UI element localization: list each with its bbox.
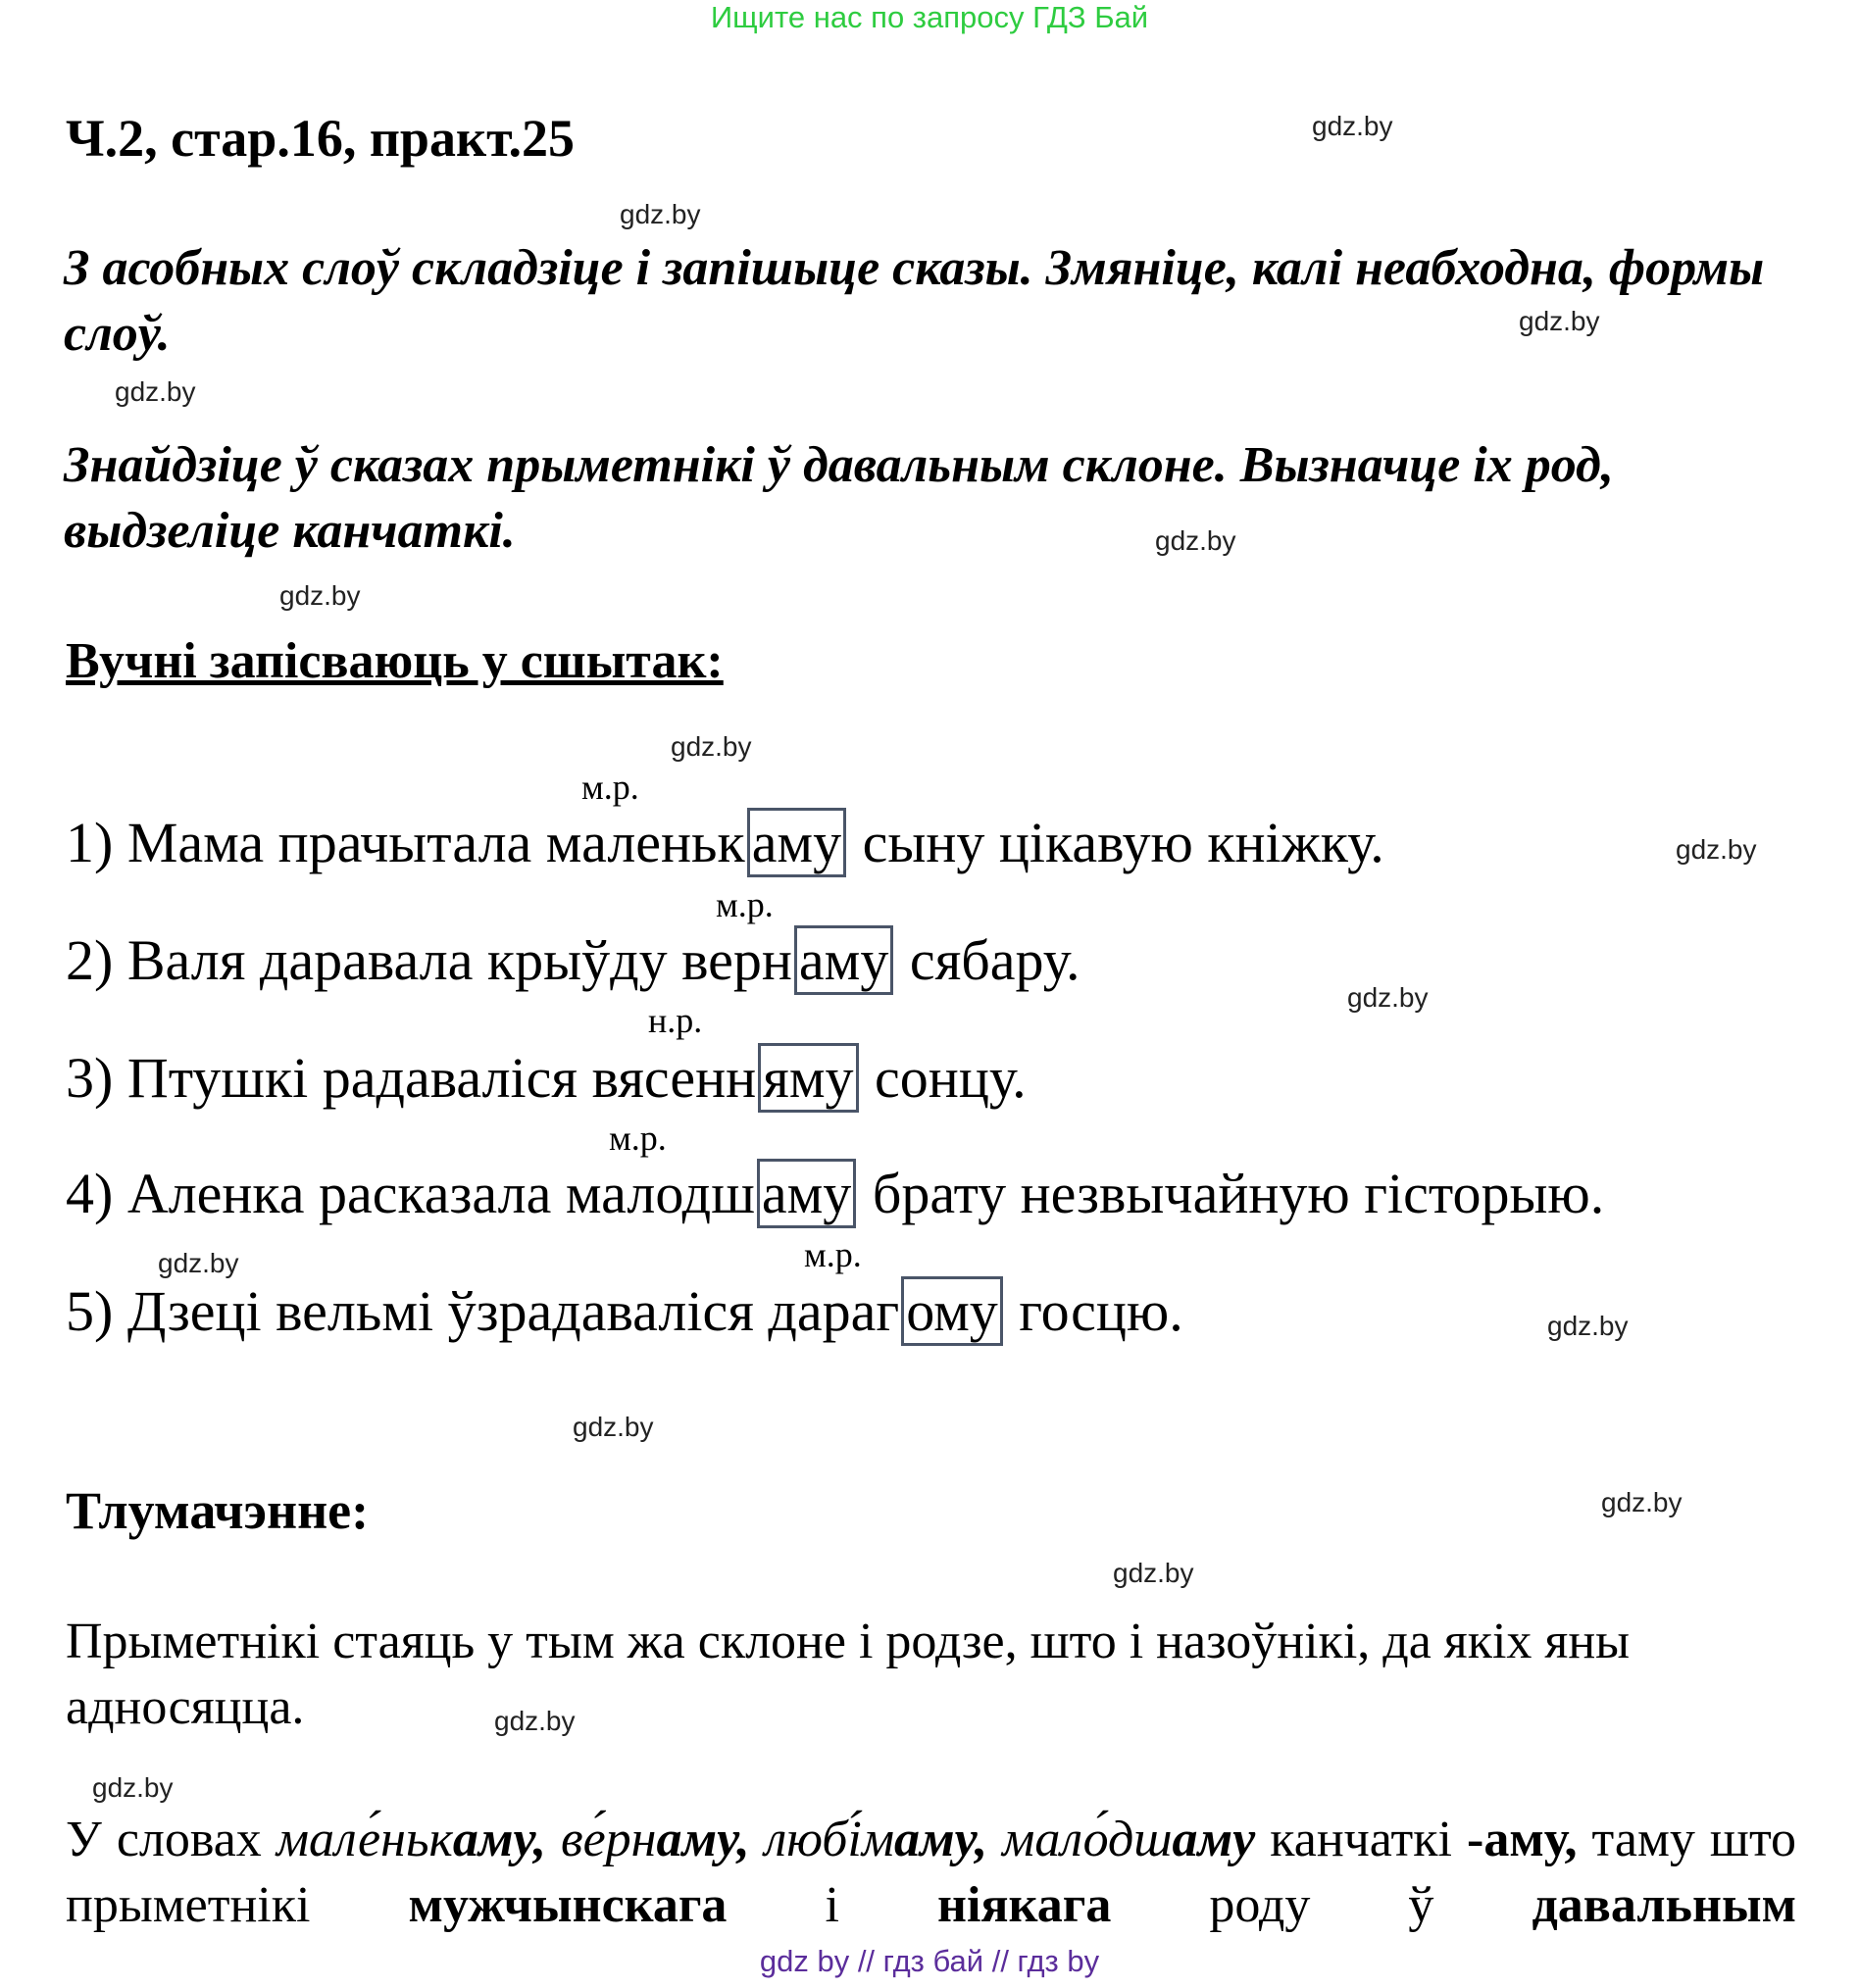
ending-box: аму	[794, 925, 893, 995]
sentence	[66, 810, 1384, 875]
text	[987, 1812, 1002, 1867]
gender-label: н.р.	[648, 1001, 703, 1040]
sentence-text: 1) Мама прачытала маленьк	[66, 811, 745, 874]
sentence-text: госцю.	[1004, 1279, 1183, 1343]
page-title: Ч.2, стар.16, практ.25	[66, 109, 576, 168]
watermark: gdz.by	[1519, 306, 1600, 336]
bold-text: ніякага	[937, 1877, 1112, 1933]
section-heading: Вучні запісваюць у сшытак:	[66, 633, 724, 689]
word-stem: мало́дш	[1002, 1812, 1173, 1867]
word-ending: аму,	[894, 1812, 988, 1867]
sentence-text: 2) Валя даравала крыўду верн	[66, 928, 792, 992]
text: У словах	[66, 1812, 276, 1867]
watermark: gdz.by	[1547, 1311, 1629, 1341]
task-instruction-1: З асобных слоў складзіце і запішыце сказы. Змяніце, калі неабходна, формы слоў.	[64, 240, 1765, 362]
sentence-text: 3) Птушкі радаваліся вясенн	[66, 1046, 757, 1110]
text	[546, 1812, 561, 1867]
sentence	[66, 1045, 1027, 1111]
bold-text: мужчынскага	[408, 1877, 728, 1933]
watermark: gdz.by	[494, 1706, 576, 1736]
endings-paragraph	[66, 1807, 1796, 1938]
sentence-text: сыну цікавую кніжку.	[848, 811, 1384, 874]
sentence-text: сябару.	[895, 928, 1080, 992]
text: роду ў	[1111, 1877, 1532, 1933]
gender-label: м.р.	[804, 1235, 862, 1274]
gender-label: м.р.	[581, 768, 639, 807]
sentence	[66, 1161, 1604, 1226]
watermark: gdz.by	[620, 199, 701, 229]
watermark: gdz.by	[573, 1412, 654, 1442]
word-ending: аму	[1172, 1812, 1256, 1867]
text: і	[727, 1877, 938, 1933]
ending-box: ому	[901, 1276, 1003, 1346]
text	[750, 1812, 765, 1867]
ending-box: аму	[757, 1159, 856, 1228]
word-ending: аму,	[452, 1812, 546, 1867]
word-stem: ве́рн	[561, 1812, 657, 1867]
task-instruction-2: Знайдзіце ў сказах прыметнікі ў давальным склоне. Вызначце іх род, выдзеліце канчаткі.	[64, 437, 1614, 559]
watermark: gdz.by	[1312, 111, 1393, 141]
watermark: gdz.by	[1113, 1558, 1194, 1588]
sentence-text: брату незвычайную гісторыю.	[858, 1162, 1605, 1225]
watermark: gdz.by	[92, 1772, 174, 1803]
word-stem: любі́м	[764, 1812, 895, 1867]
sentence-text: 5) Дзеці вельмі ўзрадаваліся дараг	[66, 1279, 900, 1343]
bold-text: давальным	[1532, 1877, 1796, 1933]
watermark: gdz.by	[671, 731, 752, 762]
sentence-text: сонцу.	[860, 1046, 1027, 1110]
watermark: gdz.by	[115, 376, 196, 407]
word-ending: аму,	[656, 1812, 750, 1867]
watermark: gdz.by	[1676, 834, 1757, 865]
ending-box: яму	[758, 1043, 858, 1113]
watermark: gdz.by	[1347, 982, 1429, 1013]
explanation-heading: Тлумачэнне:	[66, 1481, 370, 1540]
watermark: gdz.by	[158, 1248, 239, 1278]
gender-label: м.р.	[716, 885, 774, 924]
watermark: gdz.by	[1155, 525, 1236, 556]
footer-links[interactable]: gdz by // гдз бай // гдз by	[759, 1944, 1100, 1978]
watermark: gdz.by	[1601, 1487, 1683, 1517]
sentence	[66, 1278, 1183, 1344]
text: канчаткі	[1255, 1812, 1467, 1867]
text: таму што прыметнікі	[66, 1812, 1796, 1933]
word-stem: мале́ньк	[276, 1812, 453, 1867]
bold-text: -аму,	[1467, 1812, 1578, 1867]
sentence-text: 4) Аленка расказала малодш	[66, 1162, 755, 1225]
sentence	[66, 927, 1080, 993]
ending-box: аму	[747, 808, 846, 877]
gender-label: м.р.	[609, 1118, 667, 1158]
watermark: gdz.by	[279, 580, 361, 611]
explanation-paragraph: Прыметнікі стаяць у тым жа склоне і родзе, што і назоўнікі, да якіх яны адносяцца.	[66, 1614, 1631, 1735]
search-hint-link[interactable]: Ищите нас по запросу ГДЗ Бай	[710, 0, 1149, 34]
